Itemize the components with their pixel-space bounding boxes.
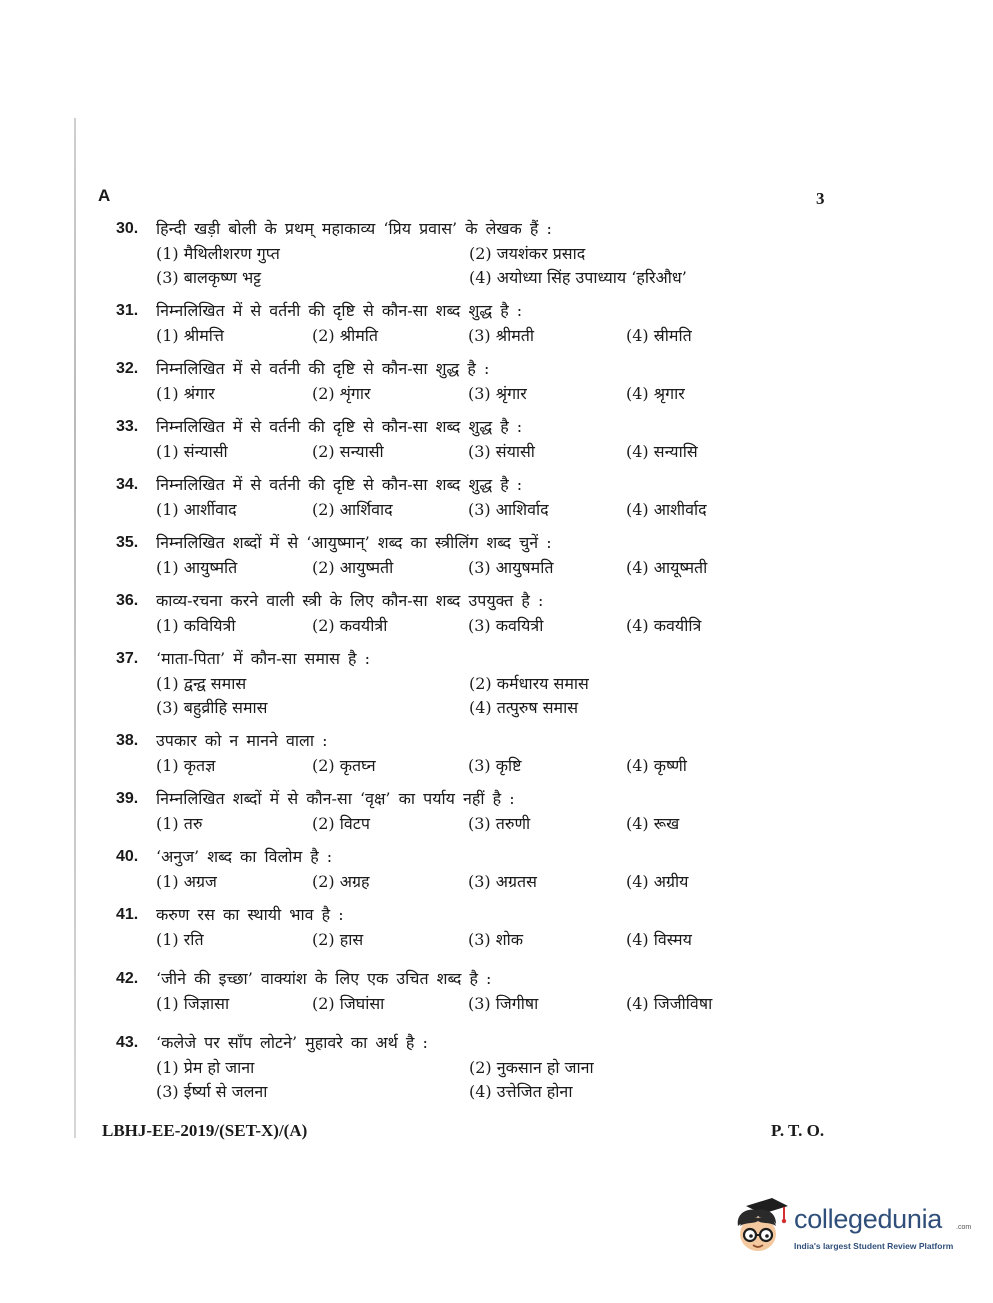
option-3: (3) कृष्टि: [468, 756, 522, 775]
options: [156, 992, 836, 1016]
paper-code: LBHJ-EE-2019/(SET-X)/(A): [102, 1121, 308, 1140]
option-4: (4) विस्मय: [626, 930, 692, 949]
option-2: (2) आर्शिवाद: [312, 500, 393, 519]
option-3: (3) तरुणी: [468, 814, 531, 833]
option-4: (4) जिजीविषा: [626, 994, 713, 1013]
option-4: (4) रूख: [626, 814, 680, 833]
options: [156, 440, 836, 464]
option-2: (2) कृतघ्न: [312, 756, 376, 775]
question-36: [116, 588, 836, 638]
option-2: (2) अग्रह: [312, 872, 370, 891]
option-1: (1) श्रंगार: [156, 384, 215, 403]
question-list: [116, 216, 836, 1112]
question-text: ‘कलेजे पर साँप लोटने’ मुहावरे का अर्थ है :: [156, 1033, 428, 1052]
options: [156, 870, 836, 894]
options: [156, 324, 836, 348]
options: [156, 556, 836, 580]
pto-label: P. T. O.: [771, 1121, 825, 1140]
question-40: [116, 844, 836, 894]
brand-suffix: .com: [956, 1224, 972, 1231]
question-37: [116, 646, 836, 720]
option-1: (1) अग्रज: [156, 872, 217, 891]
question-number: 37.: [116, 650, 139, 667]
question-text: निम्नलिखित शब्दों में से ‘आयुष्मान्’ शब्द का स्त्रीलिंग शब्द चुनें :: [156, 533, 552, 552]
question-number: 36.: [116, 592, 139, 609]
set-code: A: [98, 186, 111, 205]
option-3: (3) संयासी: [468, 442, 535, 461]
option-3: (3) जिगीषा: [468, 994, 539, 1013]
options: [156, 498, 836, 522]
option-4: (4) अयोध्या सिंह उपाध्याय ‘हरिऔध’: [469, 268, 687, 287]
question-text: काव्य-रचना करने वाली स्त्री के लिए कौन-सा शब्द उपयुक्त है :: [156, 591, 544, 610]
option-2: (2) हास: [312, 930, 364, 949]
option-1: (1) प्रेम हो जाना: [156, 1058, 255, 1077]
option-1: (1) द्वन्द्व समास: [156, 674, 247, 693]
options: [156, 1056, 836, 1104]
option-1: (1) तरु: [156, 814, 203, 833]
question-43: [116, 1030, 836, 1104]
option-4: (4) अग्रीय: [626, 872, 689, 891]
option-1: (1) आर्शीवाद: [156, 500, 237, 519]
option-2: (2) नुकसान हो जाना: [469, 1058, 594, 1077]
option-4: (4) उत्तेजित होना: [469, 1082, 573, 1101]
options: [156, 812, 836, 836]
options: [156, 754, 836, 778]
question-30: [116, 216, 836, 290]
options: [156, 242, 836, 290]
option-4: (4) कृष्णी: [626, 756, 687, 775]
options: [156, 382, 836, 406]
question-41: [116, 902, 836, 952]
question-number: 40.: [116, 848, 139, 865]
question-34: [116, 472, 836, 522]
option-2: (2) जिघांसा: [312, 994, 385, 1013]
options: [156, 614, 836, 638]
option-3: (3) आयुषमति: [468, 558, 554, 577]
option-2: (2) सन्यासी: [312, 442, 384, 461]
page-number: 3: [816, 189, 825, 208]
option-2: (2) विटप: [312, 814, 370, 833]
options: [156, 672, 836, 720]
question-text: करुण रस का स्थायी भाव है :: [156, 905, 344, 924]
question-number: 41.: [116, 906, 139, 923]
option-3: (3) श्रीमती: [468, 326, 535, 345]
option-3: (3) बहुव्रीहि समास: [156, 698, 268, 717]
question-text: ‘माता-पिता’ में कौन-सा समास है :: [156, 649, 370, 668]
option-4: (4) स्रीमति: [626, 326, 692, 345]
option-2: (2) आयुष्मती: [312, 558, 394, 577]
collegedunia-watermark: [732, 1196, 972, 1266]
brand-name: collegedunia: [794, 1204, 943, 1234]
option-1: (1) रति: [156, 930, 204, 949]
option-1: (1) मैथिलीशरण गुप्त: [156, 244, 280, 263]
question-32: [116, 356, 836, 406]
question-number: 31.: [116, 302, 139, 319]
question-31: [116, 298, 836, 348]
option-3: (3) बालकृष्ण भट्ट: [156, 268, 262, 287]
question-text: उपकार को न मानने वाला :: [156, 731, 328, 750]
option-2: (2) कवयीत्री: [312, 616, 388, 635]
question-text: निम्नलिखित में से वर्तनी की दृष्टि से कौन-सा शुद्ध है :: [156, 359, 490, 378]
question-number: 33.: [116, 418, 139, 435]
scan-margin-line: [74, 118, 76, 1138]
option-3: (3) अग्रतस: [468, 872, 537, 891]
option-2: (2) श्रीमति: [312, 326, 379, 345]
option-3: (3) शोक: [468, 930, 524, 949]
option-1: (1) आयुष्मति: [156, 558, 238, 577]
option-3: (3) कवयित्री: [468, 616, 544, 635]
option-4: (4) आयूष्मती: [626, 558, 708, 577]
option-4: (4) कवयीत्रि: [626, 616, 702, 635]
option-1: (1) संन्यासी: [156, 442, 228, 461]
option-4: (4) तत्पुरुष समास: [469, 698, 579, 717]
question-text: निम्नलिखित में से वर्तनी की दृष्टि से कौन-सा शब्द शुद्ध है :: [156, 301, 523, 320]
question-39: [116, 786, 836, 836]
question-number: 42.: [116, 970, 139, 987]
option-2: (2) जयशंकर प्रसाद: [469, 244, 586, 263]
student-mascot-icon: [732, 1196, 790, 1258]
option-2: (2) कर्मधारय समास: [469, 674, 589, 693]
option-2: (2) शृंगार: [312, 384, 371, 403]
question-35: [116, 530, 836, 580]
option-1: (1) श्रीमत्ति: [156, 326, 224, 345]
question-number: 35.: [116, 534, 139, 551]
option-4: (4) सन्यासि: [626, 442, 698, 461]
question-text: निम्नलिखित में से वर्तनी की दृष्टि से कौन-सा शब्द शुद्ध है :: [156, 417, 523, 436]
question-text: ‘जीने की इच्छा’ वाक्यांश के लिए एक उचित शब्द है :: [156, 969, 492, 988]
question-text: निम्नलिखित में से वर्तनी की दृष्टि से कौन-सा शब्द शुद्ध है :: [156, 475, 523, 494]
question-number: 43.: [116, 1034, 139, 1051]
option-1: (1) कवियित्री: [156, 616, 236, 635]
option-4: (4) श्रृगार: [626, 384, 685, 403]
options: [156, 928, 836, 952]
question-text: निम्नलिखित शब्दों में से कौन-सा ‘वृक्ष’ का पर्याय नहीं है :: [156, 789, 515, 808]
option-3: (3) ईर्ष्या से जलना: [156, 1082, 268, 1101]
option-3: (3) श्रृंगार: [468, 384, 527, 403]
question-38: [116, 728, 836, 778]
question-number: 34.: [116, 476, 139, 493]
option-1: (1) जिज्ञासा: [156, 994, 230, 1013]
question-number: 32.: [116, 360, 139, 377]
question-number: 38.: [116, 732, 139, 749]
question-33: [116, 414, 836, 464]
option-4: (4) आशीर्वाद: [626, 500, 707, 519]
brand-tagline: India's largest Student Review Platform: [794, 1241, 954, 1251]
question-number: 39.: [116, 790, 139, 807]
question-text: ‘अनुज’ शब्द का विलोम है :: [156, 847, 333, 866]
question-text: हिन्दी खड़ी बोली के प्रथम् महाकाव्य ‘प्रिय प्रवास’ के लेखक हैं :: [156, 219, 552, 238]
question-number: 30.: [116, 220, 139, 237]
option-3: (3) आशिर्वाद: [468, 500, 549, 519]
question-42: [116, 966, 836, 1016]
option-1: (1) कृतज्ञ: [156, 756, 216, 775]
